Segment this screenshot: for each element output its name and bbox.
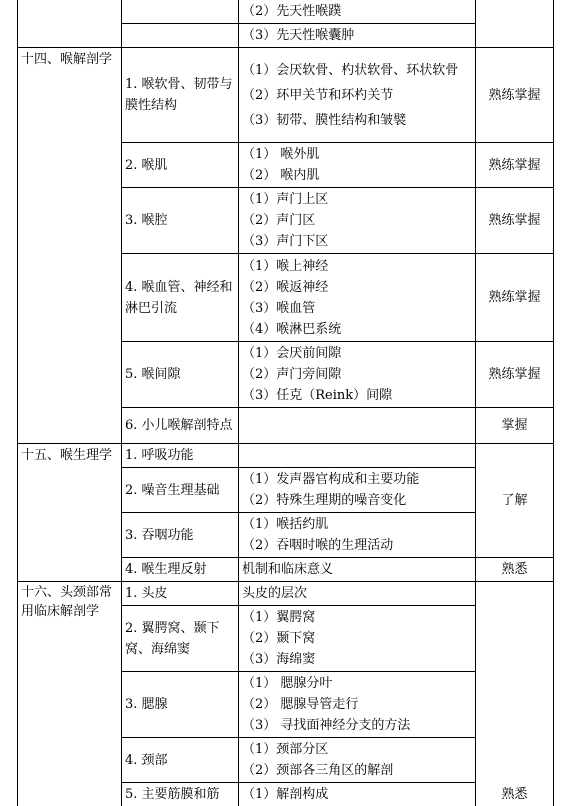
requirement-cell: 熟练掌握 <box>476 143 554 188</box>
content-item: （1）翼腭窝 <box>242 607 472 628</box>
content-cell: （2）先天性喉蹼 <box>239 0 476 24</box>
content-item: （3）韧带、膜性结构和皱襞 <box>242 110 472 131</box>
content-cell <box>239 783 476 806</box>
content-item: （1）声门上区 <box>242 189 472 210</box>
topic-cell: 2. 喉肌 <box>122 143 239 188</box>
topic-cell: 4. 喉血管、神经和淋巴引流 <box>122 254 239 342</box>
content-cell <box>239 143 476 188</box>
content-item: （2）喉返神经 <box>242 277 472 298</box>
requirement-cell <box>476 0 554 48</box>
section-cell: 十四、喉解剖学 <box>18 48 122 444</box>
content-item: （2）颞下窝 <box>242 628 472 649</box>
content-item: （1）会厌软骨、杓状软骨、环状软骨 <box>242 60 472 81</box>
content-cell <box>239 254 476 342</box>
topic-cell <box>122 24 239 48</box>
topic-cell: 2. 噪音生理基础 <box>122 468 239 513</box>
section-cell <box>18 0 122 48</box>
topic-cell <box>122 0 239 24</box>
content-cell: （3）先天性喉囊肿 <box>239 24 476 48</box>
syllabus-table <box>17 0 554 806</box>
content-item: （2）声门区 <box>242 210 472 231</box>
topic-cell: 1. 喉软骨、韧带与膜性结构 <box>122 48 239 143</box>
content-item: （2）颈部各三角区的解剖 <box>242 760 472 781</box>
requirement-text: 熟悉 <box>479 784 550 805</box>
table-row <box>18 48 554 143</box>
content-item: （1） 腮腺分叶 <box>242 673 472 694</box>
content-cell <box>239 513 476 558</box>
content-cell <box>239 672 476 738</box>
content-cell: 头皮的层次 <box>239 582 476 606</box>
content-cell <box>239 408 476 444</box>
content-item: （3）任克（Reink）间隙 <box>242 385 472 406</box>
topic-cell: 5. 喉间隙 <box>122 342 239 408</box>
content-item: （1） 喉外肌 <box>242 144 472 165</box>
table-row <box>18 582 554 606</box>
topic-cell: 6. 小儿喉解剖特点 <box>122 408 239 444</box>
topic-cell: 3. 腮腺 <box>122 672 239 738</box>
topic-cell: 5. 主要筋膜和筋 <box>122 783 239 806</box>
requirement-cell: 熟悉 <box>476 558 554 582</box>
requirement-cell: 了解 <box>476 444 554 558</box>
content-cell <box>239 342 476 408</box>
content-cell <box>239 444 476 468</box>
topic-cell: 1. 头皮 <box>122 582 239 606</box>
content-cell <box>239 468 476 513</box>
content-cell <box>239 738 476 783</box>
table-row <box>18 444 554 468</box>
requirement-cell: 熟练掌握 <box>476 342 554 408</box>
topic-cell: 2. 翼腭窝、颞下窝、海绵窦 <box>122 606 239 672</box>
topic-cell: 4. 颈部 <box>122 738 239 783</box>
topic-cell: 4. 喉生理反射 <box>122 558 239 582</box>
section-cell: 十六、头颈部常用临床解剖学 <box>18 582 122 806</box>
requirement-cell: 熟练掌握 <box>476 48 554 143</box>
content-item: （3）声门下区 <box>242 231 472 252</box>
content-item: （1）颈部分区 <box>242 739 472 760</box>
content-item: （2）声门旁间隙 <box>242 364 472 385</box>
content-item: （1）会厌前间隙 <box>242 343 472 364</box>
content-item: （2）特殊生理期的噪音变化 <box>242 490 472 511</box>
section-cell: 十五、喉生理学 <box>18 444 122 582</box>
content-item: （1）喉上神经 <box>242 256 472 277</box>
content-item: （2） 腮腺导管走行 <box>242 694 472 715</box>
content-item: （2）吞咽时喉的生理活动 <box>242 535 472 556</box>
requirement-cell: 熟练掌握 <box>476 254 554 342</box>
content-item: （1）喉括约肌 <box>242 514 472 535</box>
content-cell <box>239 48 476 143</box>
content-item: （1）解剖构成 <box>242 784 472 805</box>
topic-cell: 3. 喉腔 <box>122 188 239 254</box>
content-cell <box>239 606 476 672</box>
content-item: （3）喉血管 <box>242 298 472 319</box>
requirement-cell <box>476 582 554 806</box>
content-cell <box>239 188 476 254</box>
table-row <box>18 0 554 24</box>
content-item: （3）海绵窦 <box>242 649 472 670</box>
content-item: （2） 喉内肌 <box>242 165 472 186</box>
requirement-cell: 掌握 <box>476 408 554 444</box>
content-item: （2）环甲关节和环杓关节 <box>242 85 472 106</box>
content-item: （4）喉淋巴系统 <box>242 319 472 340</box>
content-item: （3） 寻找面神经分支的方法 <box>242 715 472 736</box>
content-item: （1）发声器官构成和主要功能 <box>242 469 472 490</box>
topic-cell: 1. 呼吸功能 <box>122 444 239 468</box>
topic-cell: 3. 吞咽功能 <box>122 513 239 558</box>
content-cell: 机制和临床意义 <box>239 558 476 582</box>
requirement-cell: 熟练掌握 <box>476 188 554 254</box>
